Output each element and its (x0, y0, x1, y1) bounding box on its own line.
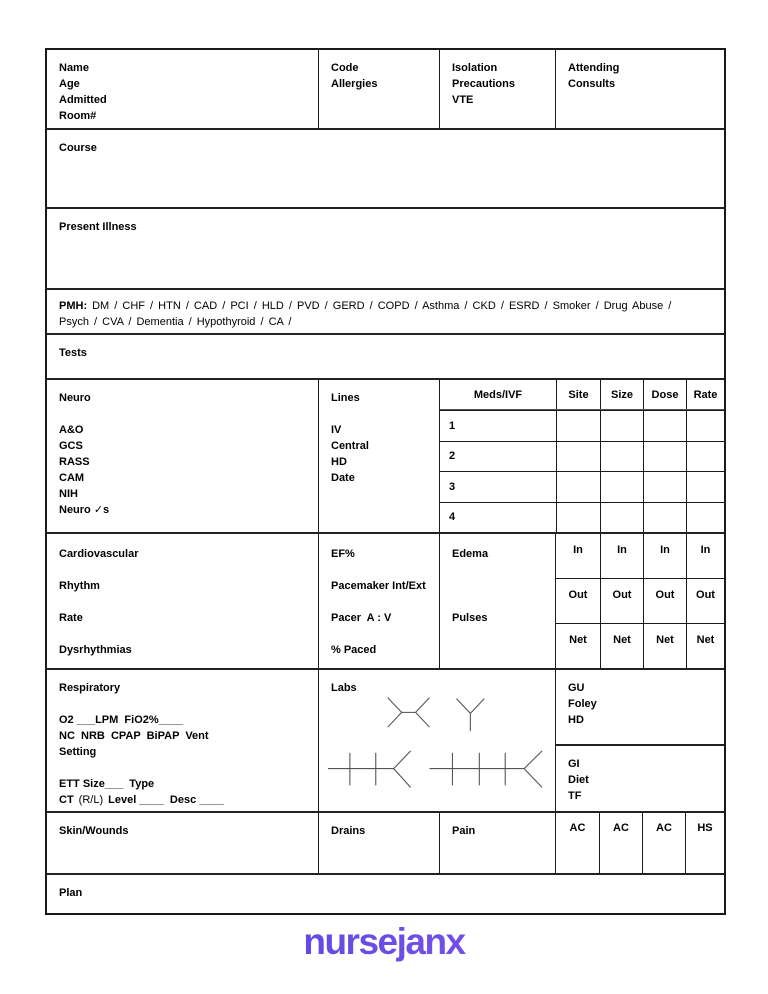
pain-cell (439, 813, 555, 873)
date-label: Date (331, 472, 355, 484)
rate-label: Rate (59, 612, 83, 624)
dose-column-header: Dose (643, 380, 686, 409)
pulses-label: Pulses (452, 612, 488, 624)
tests-row (47, 333, 724, 378)
consults-label: Consults (568, 78, 616, 90)
respiratory-cell (47, 670, 318, 811)
meds-row-4 (440, 502, 724, 533)
site-cell (556, 442, 600, 472)
course-row (47, 128, 724, 207)
rate-cell (686, 472, 724, 502)
cardiovascular-label: Cardiovascular (59, 548, 139, 560)
diet-label: Diet (568, 774, 589, 786)
rate-cell (686, 503, 724, 533)
nursejanx-logo: nursejanx (0, 921, 768, 963)
meds-header-row (440, 380, 724, 410)
labs-label: Labs (331, 682, 357, 694)
cardiac-device-cell (318, 534, 439, 668)
net-cell: Net (600, 624, 643, 668)
net-cell: Net (569, 634, 587, 646)
neuro-cell (47, 380, 318, 532)
code-label: Code (331, 62, 359, 74)
rhythm-label: Rhythm (59, 580, 100, 592)
hs-cell: HS (685, 813, 724, 873)
in-cell: In (600, 534, 643, 578)
size-cell (600, 442, 643, 472)
neuro-label: Neuro (59, 392, 91, 404)
lines-cell (318, 380, 439, 532)
pmh-label: PMH: (59, 300, 88, 312)
lab-fishbone-diagrams-icon (319, 670, 555, 811)
pmh-line-1 (59, 298, 712, 314)
gu-cell (556, 670, 724, 744)
dysrhythmias-label: Dysrhythmias (59, 644, 132, 656)
pmh-cell (47, 290, 724, 333)
pacemaker-label: Pacemaker Int/Ext (331, 580, 426, 592)
present-illness-row (47, 207, 724, 288)
pmh-line-2 (59, 314, 712, 330)
cardiovascular-cell (47, 534, 318, 668)
cbc-fishbone-icon (388, 698, 430, 728)
ct-line (59, 792, 306, 808)
isolation-cell (439, 50, 555, 128)
meds-row-number: 3 (449, 480, 456, 493)
meds-row-number: 1 (449, 419, 456, 432)
neuro-row (47, 378, 724, 532)
edema-pulses-cell (439, 534, 555, 668)
setting-label: Setting (59, 746, 97, 758)
tf-label: TF (568, 790, 582, 802)
skin-row (47, 811, 724, 873)
ao-label: A&O (59, 424, 84, 436)
gi-cell (556, 744, 724, 811)
gu-gi-column (555, 670, 724, 811)
size-column-header: Size (600, 380, 643, 409)
plan-cell (47, 875, 724, 913)
meds-row-1 (440, 410, 724, 441)
size-cell (600, 472, 643, 502)
meds-row-number: 4 (449, 511, 456, 524)
meds-row-3 (440, 471, 724, 502)
oxygen-devices-line: NC NRB CPAP BiPAP Vent (59, 730, 209, 742)
respiratory-label: Respiratory (59, 682, 121, 694)
gu-hd-label: HD (568, 714, 584, 726)
admitted-label: Admitted (59, 94, 107, 106)
net-row (556, 623, 724, 668)
site-cell (556, 411, 600, 441)
room-label: Room# (59, 110, 97, 122)
ct-label: CT (59, 794, 74, 806)
ac-cell: AC (599, 813, 642, 873)
meds-ivf-header: Meds/IVF (473, 388, 523, 401)
in-cell: In (573, 544, 583, 556)
out-cell: Out (686, 579, 724, 623)
meds-ivf-table (439, 380, 724, 532)
edema-label: Edema (452, 548, 489, 560)
in-cell: In (643, 534, 686, 578)
rate-cell (686, 442, 724, 472)
skin-wounds-cell (47, 813, 318, 873)
nih-label: NIH (59, 488, 78, 500)
lines-label: Lines (331, 392, 360, 404)
skin-wounds-label: Skin/Wounds (59, 825, 129, 837)
percent-paced-label: % Paced (331, 644, 377, 656)
attending-cell (555, 50, 724, 128)
nurse-report-sheet (45, 48, 726, 915)
site-cell (556, 472, 600, 502)
rate-column-header: Rate (686, 380, 724, 409)
o2-line: O2 ___LPM FiO2%____ (59, 714, 184, 726)
net-cell: Net (686, 624, 724, 668)
ac-cell: AC (642, 813, 685, 873)
dose-cell (643, 472, 686, 502)
respiratory-row (47, 668, 724, 811)
ct-rl-label: (R/L) (78, 794, 104, 806)
meds-row-2 (440, 441, 724, 472)
age-label: Age (59, 78, 80, 90)
tests-label: Tests (59, 347, 87, 359)
meds-row-number: 2 (449, 450, 456, 463)
plan-row (47, 873, 724, 913)
out-cell: Out (568, 589, 588, 601)
gi-label: GI (568, 758, 580, 770)
attending-label: Attending (568, 62, 620, 74)
out-row (556, 578, 724, 623)
name-label: Name (59, 62, 89, 74)
site-cell (556, 503, 600, 533)
course-label: Course (59, 142, 97, 154)
pmh-items-1: DM / CHF / HTN / CAD / PCI / HLD / PVD / GERD / COPD / Asthma / CKD / ESRD / Smoker / Drug Abuse / (92, 300, 672, 312)
allergies-label: Allergies (331, 78, 378, 90)
ef-label: EF% (331, 548, 355, 560)
gcs-label: GCS (59, 440, 83, 452)
course-cell (47, 130, 724, 207)
neuro-checks-label: Neuro ✓s (59, 504, 110, 516)
dose-cell (643, 503, 686, 533)
ett-line: ETT Size___ Type (59, 778, 155, 790)
present-illness-cell (47, 209, 724, 288)
precautions-label: Precautions (452, 78, 515, 90)
in-row (556, 534, 724, 578)
pain-label: Pain (452, 825, 476, 837)
ac-cell: AC (555, 813, 599, 873)
foley-label: Foley (568, 698, 597, 710)
in-cell: In (686, 534, 724, 578)
y-fishbone-icon (456, 699, 484, 732)
tests-cell (47, 335, 724, 378)
pmh-items-2: Psych / CVA / Dementia / Hypothyroid / CA / (59, 316, 292, 328)
dose-cell (643, 442, 686, 472)
cmp-fishbone-icon (430, 751, 543, 787)
header-row (47, 50, 724, 128)
code-allergies-cell (318, 50, 439, 128)
central-label: Central (331, 440, 369, 452)
bmp-fishbone-icon (328, 751, 411, 787)
patient-info-cell (47, 50, 318, 128)
isolation-label: Isolation (452, 62, 498, 74)
rate-cell (686, 411, 724, 441)
vte-label: VTE (452, 94, 474, 106)
gu-label: GU (568, 682, 585, 694)
cam-label: CAM (59, 472, 85, 484)
drains-cell (318, 813, 439, 873)
site-column-header: Site (556, 380, 600, 409)
pmh-row (47, 288, 724, 333)
out-cell: Out (600, 579, 643, 623)
net-cell: Net (643, 624, 686, 668)
pacer-av-label: Pacer A : V (331, 612, 392, 624)
size-cell (600, 411, 643, 441)
ct-level-desc-label: Level ____ Desc ____ (108, 794, 224, 806)
drains-label: Drains (331, 825, 366, 837)
plan-label: Plan (59, 887, 83, 899)
present-illness-label: Present Illness (59, 221, 137, 233)
iv-label: IV (331, 424, 342, 436)
intake-output-grid (555, 534, 724, 668)
labs-cell (318, 670, 555, 811)
cardiovascular-row (47, 532, 724, 668)
dose-cell (643, 411, 686, 441)
rass-label: RASS (59, 456, 90, 468)
out-cell: Out (643, 579, 686, 623)
hd-label: HD (331, 456, 347, 468)
size-cell (600, 503, 643, 533)
